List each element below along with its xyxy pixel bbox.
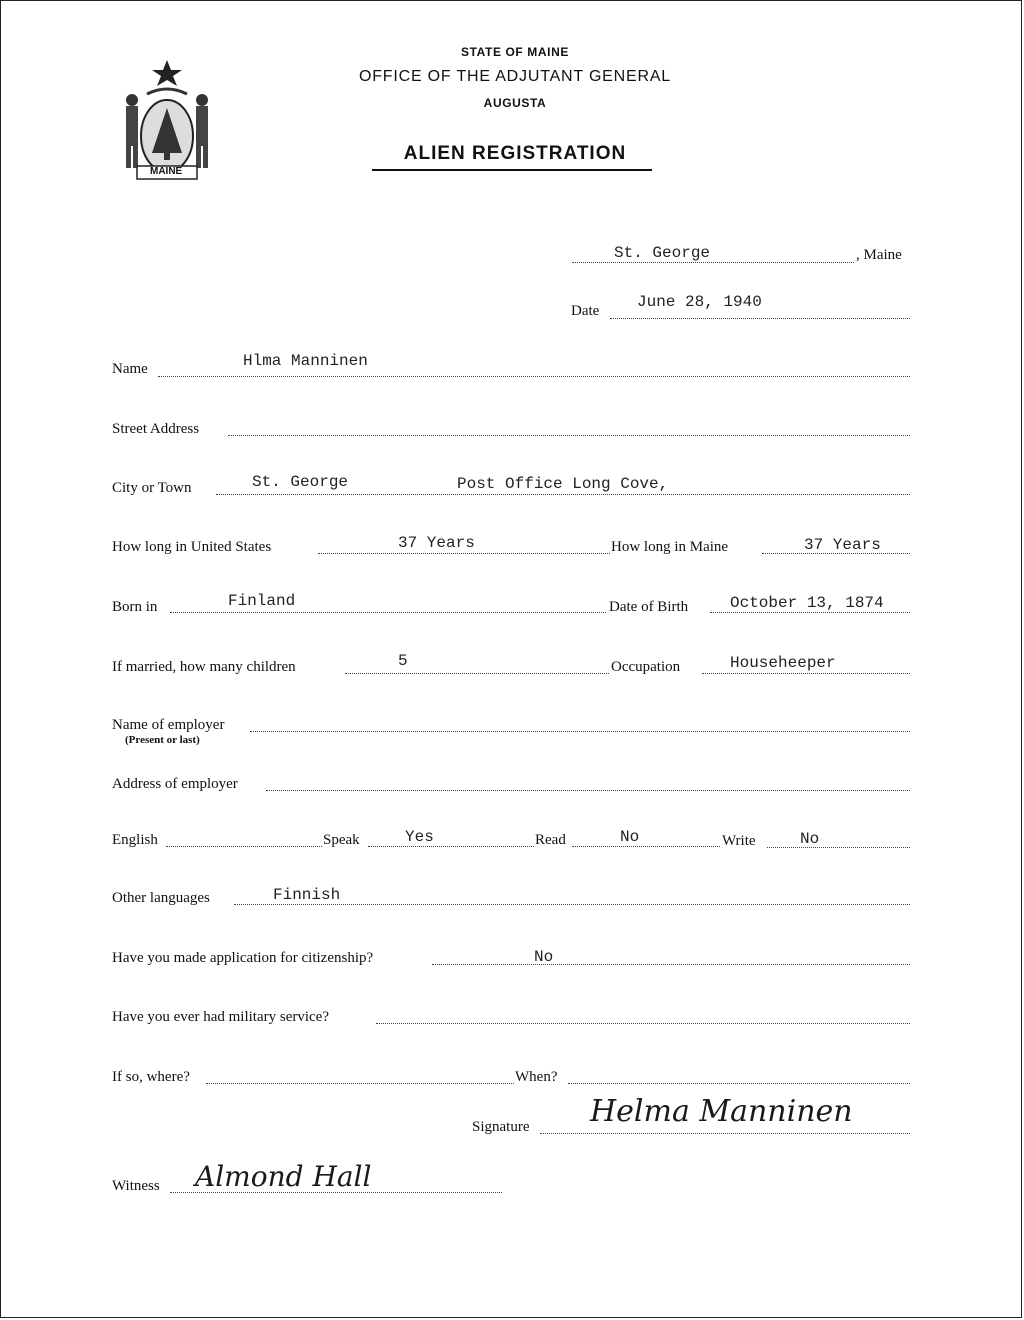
occupation-line: [702, 673, 910, 674]
other-languages-line: [234, 904, 910, 905]
english-line: [166, 846, 322, 847]
write-value: No: [800, 830, 820, 848]
name-value: Hlma Manninen: [243, 352, 368, 370]
citizenship-line: [432, 964, 910, 965]
maine-years-value: 37 Years: [804, 536, 881, 554]
maine-years-label: How long in Maine: [611, 539, 729, 555]
when-label: When?: [515, 1069, 558, 1085]
street-label: Street Address: [112, 421, 200, 437]
name-line: [158, 376, 910, 377]
witness-value: Almond Hall: [195, 1160, 372, 1193]
write-label: Write: [722, 833, 756, 849]
english-label: English: [112, 832, 158, 848]
write-line: [767, 847, 910, 848]
employer-address-line: [266, 790, 910, 791]
speak-value: Yes: [405, 828, 434, 846]
speak-line: [368, 846, 534, 847]
street-line: [228, 435, 910, 436]
state-heading: STATE OF MAINE: [461, 45, 569, 59]
date-value: June 28, 1940: [637, 293, 762, 311]
citizenship-value: No: [534, 948, 554, 966]
children-value: 5: [398, 652, 408, 670]
city-heading: AUGUSTA: [483, 96, 547, 110]
other-languages-value: Finnish: [273, 886, 341, 904]
read-value: No: [620, 828, 640, 846]
us-years-line: [318, 553, 610, 554]
occupation-label: Occupation: [611, 659, 681, 675]
town-line: [572, 262, 854, 263]
dob-label: Date of Birth: [609, 599, 689, 615]
children-line: [345, 673, 609, 674]
name-label: Name: [112, 361, 148, 377]
city-town-label: City or Town: [112, 480, 192, 496]
title-underline: [372, 169, 652, 171]
military-line: [376, 1023, 910, 1024]
occupation-value: Househeeper: [730, 654, 836, 672]
dob-value: October 13, 1874: [730, 594, 884, 612]
speak-label: Speak: [323, 832, 360, 848]
date-line: [610, 318, 910, 319]
signature-line: [540, 1133, 910, 1134]
read-line: [572, 846, 720, 847]
where-line: [206, 1083, 514, 1084]
read-label: Read: [535, 832, 566, 848]
other-languages-label: Other languages: [112, 890, 210, 906]
where-label: If so, where?: [112, 1069, 190, 1085]
citizenship-label: Have you made application for citizenship?: [112, 950, 374, 966]
post-office-value: Post Office Long Cove,: [457, 475, 669, 493]
children-label: If married, how many children: [112, 659, 296, 675]
when-line: [568, 1083, 910, 1084]
form-title: ALIEN REGISTRATION: [403, 143, 627, 164]
born-line: [170, 612, 606, 613]
date-label: Date: [571, 303, 600, 319]
employer-line: [250, 731, 910, 732]
town-value: St. George: [614, 244, 711, 262]
state-suffix: , Maine: [856, 247, 902, 263]
employer-sublabel: (Present or last): [125, 734, 200, 746]
seal-label: MAINE: [150, 166, 183, 177]
us-years-value: 37 Years: [398, 534, 475, 552]
city-town-line: [216, 494, 910, 495]
city-town-value: St. George: [252, 473, 349, 491]
employer-address-label: Address of employer: [112, 776, 238, 792]
maine-seal: [112, 58, 222, 183]
us-years-label: How long in United States: [112, 539, 272, 555]
office-heading: OFFICE OF THE ADJUTANT GENERAL: [358, 68, 672, 85]
born-label: Born in: [112, 599, 158, 615]
military-label: Have you ever had military service?: [112, 1009, 329, 1025]
signature-value: Helma Manninen: [590, 1094, 853, 1129]
signature-label: Signature: [472, 1119, 530, 1135]
employer-label: Name of employer: [112, 717, 225, 733]
witness-label: Witness: [112, 1178, 160, 1194]
born-value: Finland: [228, 592, 296, 610]
dob-line: [710, 612, 910, 613]
